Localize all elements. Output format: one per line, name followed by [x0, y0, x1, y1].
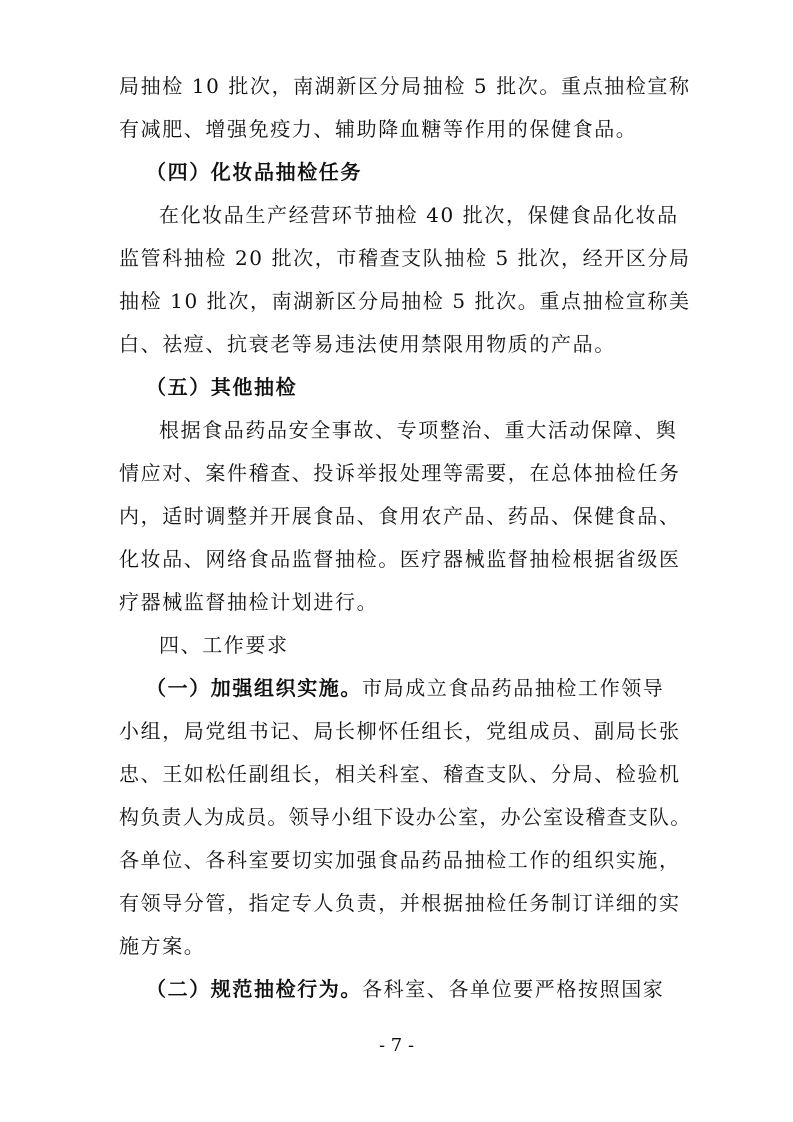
heading-text: （四）化妆品抽检任务: [146, 160, 362, 184]
subsection-title: （一）加强组织实施。: [146, 676, 362, 700]
body-line: [119, 238, 692, 278]
body-text: 在化妆品生产经营环节抽检 40 批次，保健食品化妆品: [159, 203, 679, 227]
heading-text: 四、工作要求: [159, 633, 289, 657]
body-text: 监管科抽检 20 批次，市稽查支队抽检 5 批次，经开区分局: [119, 246, 691, 270]
body-line: [119, 324, 692, 364]
body-text: 施方案。: [119, 934, 206, 958]
body-line: [146, 668, 692, 708]
body-line: [159, 195, 692, 235]
section-heading: [146, 367, 692, 407]
body-line: [119, 496, 692, 536]
body-text: 各科室、各单位要严格按照国家: [362, 977, 665, 1001]
body-line: [119, 711, 692, 751]
chapter-heading: [159, 625, 692, 665]
body-line: [119, 797, 692, 837]
heading-text: （五）其他抽检: [146, 375, 298, 399]
body-line: [119, 539, 692, 579]
body-line: [119, 840, 692, 880]
body-text: 白、祛痘、抗衰老等易违法使用禁限用物质的产品。: [119, 332, 616, 356]
body-text: 疗器械监督抽检计划进行。: [119, 590, 379, 614]
body-text: 构负责人为成员。领导小组下设办公室，办公室设稽查支队。: [119, 805, 692, 829]
section-heading: [146, 152, 692, 192]
body-text: 有减肥、增强免疫力、辅助降血糖等作用的保健食品。: [119, 117, 638, 141]
body-text: 化妆品、网络食品监督抽检。医疗器械监督抽检根据省级医: [119, 547, 681, 571]
body-line: [119, 281, 692, 321]
body-line: [119, 66, 692, 106]
body-text: 情应对、案件稽查、投诉举报处理等需要，在总体抽检任务: [119, 461, 681, 485]
body-line: [119, 754, 692, 794]
page-number: - 7 -: [378, 1035, 415, 1056]
body-text: 忠、王如松任副组长，相关科室、稽查支队、分局、检验机: [119, 762, 681, 786]
body-line: [146, 969, 692, 1009]
body-line: [119, 453, 692, 493]
body-line: [119, 883, 692, 923]
body-text: 内，适时调整并开展食品、食用农产品、药品、保健食品、: [119, 504, 681, 528]
body-text: 小组，局党组书记、局长柳怀任组长，党组成员、副局长张: [119, 719, 681, 743]
body-text: 有领导分管，指定专人负责，并根据抽检任务制订详细的实: [119, 891, 681, 915]
subsection-title: （二）规范抽检行为。: [146, 977, 362, 1001]
body-text: 根据食品药品安全事故、专项整治、重大活动保障、舆: [159, 418, 678, 442]
body-line: [119, 109, 692, 149]
body-text: 市局成立食品药品抽检工作领导: [362, 676, 665, 700]
body-line: [119, 926, 692, 966]
body-text: 抽检 10 批次，南湖新区分局抽检 5 批次。重点抽检宣称美: [119, 289, 691, 313]
body-text: 各单位、各科室要切实加强食品药品抽检工作的组织实施，: [119, 848, 681, 872]
body-line: [159, 410, 692, 450]
body-line: [119, 582, 692, 622]
body-text: 局抽检 10 批次，南湖新区分局抽检 5 批次。重点抽检宣称: [119, 74, 691, 98]
